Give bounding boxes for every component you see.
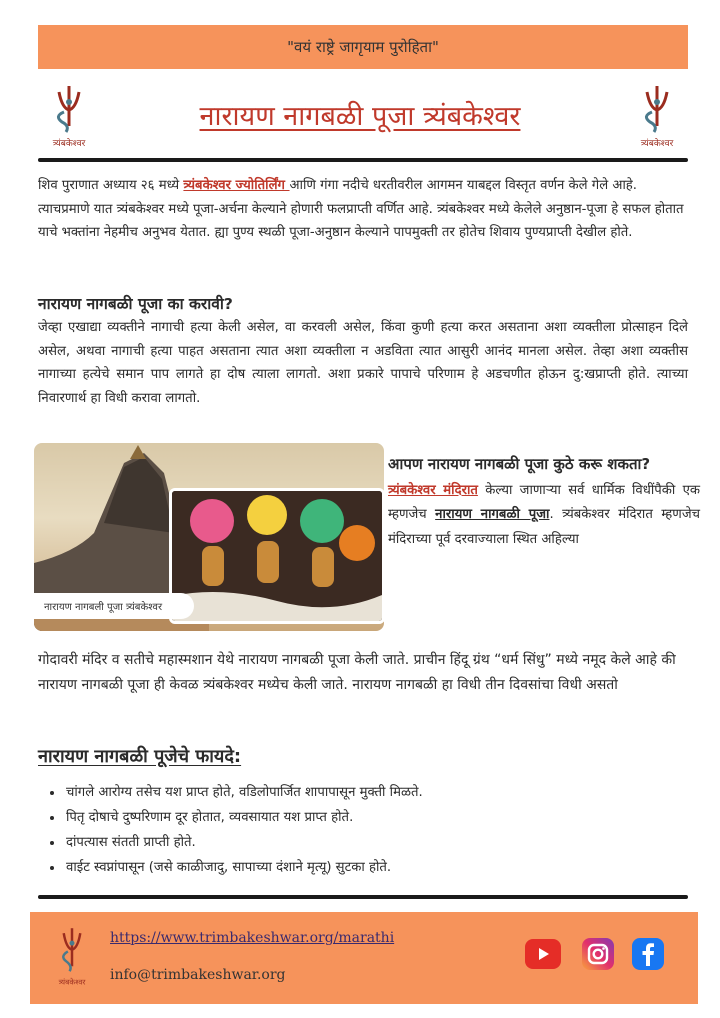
svg-text:त्र्यंबकेश्वर: त्र्यंबकेश्वर — [52, 139, 86, 149]
footer — [30, 912, 698, 1004]
benefits-heading: नारायण नागबळी पूजेचे फायदे: — [38, 746, 242, 767]
page-title: नारायण नागबळी पूजा त्र्यंबकेश्वर — [199, 101, 521, 132]
facebook-icon[interactable] — [632, 938, 664, 970]
why-heading: नारायण नागबळी पूजा का करावी? — [38, 295, 233, 313]
why-paragraph: जेव्हा एखाद्या व्यक्तीने नागाची हत्या केली असेल, वा करवली असेल, किंवा कुणी हत्या करत असताना अशा व्यक्तीला प्रोत्साहन दिले असेल, अथवा नागाची हत्या पाहत असताना त्यात अशा व्यक्तीला न अडविता त्यात आसुरी आनंद मानला असेल. तेव्हा अशा व्यक्तीस नागाच्या हत्येचे समान पाप लागते हा दोष त्याला लागतो. अशा प्रकारे पापाचे परिणाम हे अडचणीत होऊन दु:खप्राप्ती होते. त्याच्या निवारणार्थ हा विधी करावा लागतो. — [38, 320, 689, 406]
trishul-logo-icon — [40, 82, 98, 152]
trishul-logo-icon — [628, 82, 686, 152]
instagram-icon[interactable] — [582, 938, 614, 970]
tagline: "वयं राष्ट्रे जागृयाम पुरोहिता" — [287, 38, 439, 56]
intro-paragraph — [38, 174, 688, 245]
svg-text:त्र्यंबकेश्वर: त्र्यंबकेश्वर — [58, 977, 86, 987]
list-item: • वाईट स्वप्नांपासून (जसे काळीजादु, सापाच्या दंशाने मृत्यू) सुटका होते. — [64, 855, 714, 880]
where-question: आपण नारायण नागबळी पूजा कुठे करू शकता? — [388, 455, 651, 473]
trishul-logo-icon — [48, 918, 96, 998]
jyotirlinga-highlight: त्र्यंबकेश्वर ज्योतिर्लिंग — [183, 178, 290, 193]
divider — [38, 895, 688, 899]
where-text-rest: . त्र्यंबकेश्वर मंदिरात म्हणजेच मंदिराच्या पूर्व दरवाज्याला स्थित अहिल्या — [388, 507, 700, 547]
intro-text-rest: आणि गंगा नदीचे धरतीवरील आगमन याबद्दल विस्तृत वर्णन केले गेले आहे. त्याचप्रमाणे यात त्र्यंबकेश्वर मध्ये पूजा-अर्चना केल्याने होणारी फलप्राप्ती वर्णित आहे. त्र्यंबकेश्वर मध्ये केलेले अनुष्ठान-पूजा हे सफल होतात याचे भक्तांना नेहमीच अनुभव येतात. ह्या पुण्य स्थळी पूजा-अनुष्ठान केल्याने पापमुक्ती तर होतेच शिवाय पुण्यप्राप्ती देखील होते. — [38, 178, 684, 240]
temple-highlight: त्र्यंबकेश्वर मंदिरात — [388, 482, 478, 498]
list-item: • दांपत्यास संतती प्राप्ती होते. — [64, 830, 714, 855]
puja-photo-inset — [169, 488, 384, 624]
continuation-paragraph: गोदावरी मंदिर व सतीचे महास्मशान येथे नारायण नागबळी पूजा केली जाते. प्राचीन हिंदू ग्रंथ “धर्म सिंधु” मध्ये नमूद केले आहे की नारायण नागबळी पूजा ही केवळ त्र्यंबकेश्वर मध्येच केली जाते. नारायण नागबळी हा विधी तीन दिवसांचा विधी असतो — [38, 652, 676, 693]
list-item: • पितृ दोषाचे दुष्परिणाम दूर होतात, व्यवसायात यश प्राप्त होते. — [64, 805, 714, 830]
benefits-list — [38, 780, 714, 880]
tagline-bar — [38, 25, 688, 69]
svg-text:त्र्यंबकेश्वर: त्र्यंबकेश्वर — [640, 139, 674, 149]
intro-text: शिव पुराणात अध्याय २६ मध्ये — [38, 178, 184, 193]
puja-name-bold: नारायण नागबळी पूजा — [435, 507, 550, 522]
youtube-icon[interactable] — [525, 939, 561, 969]
website-link[interactable]: https://www.trimbakeshwar.org/marathi — [110, 930, 395, 946]
list-item: • चांगले आरोग्य तसेच यश प्राप्त होते, वडिलोपार्जित शापापासून मुक्ती मिळते. — [64, 780, 714, 805]
where-section — [388, 452, 700, 552]
where-text: केल्या जाणाऱ्या सर्व धार्मिक विधींपैकी एक म्हणजेच — [388, 482, 700, 522]
divider — [38, 158, 688, 162]
photo-caption: नारायण नागबली पूजा त्र्यंबकेश्वर — [34, 593, 194, 619]
email-address[interactable]: info@trimbakeshwar.org — [110, 967, 286, 983]
temple-photo — [34, 443, 384, 631]
